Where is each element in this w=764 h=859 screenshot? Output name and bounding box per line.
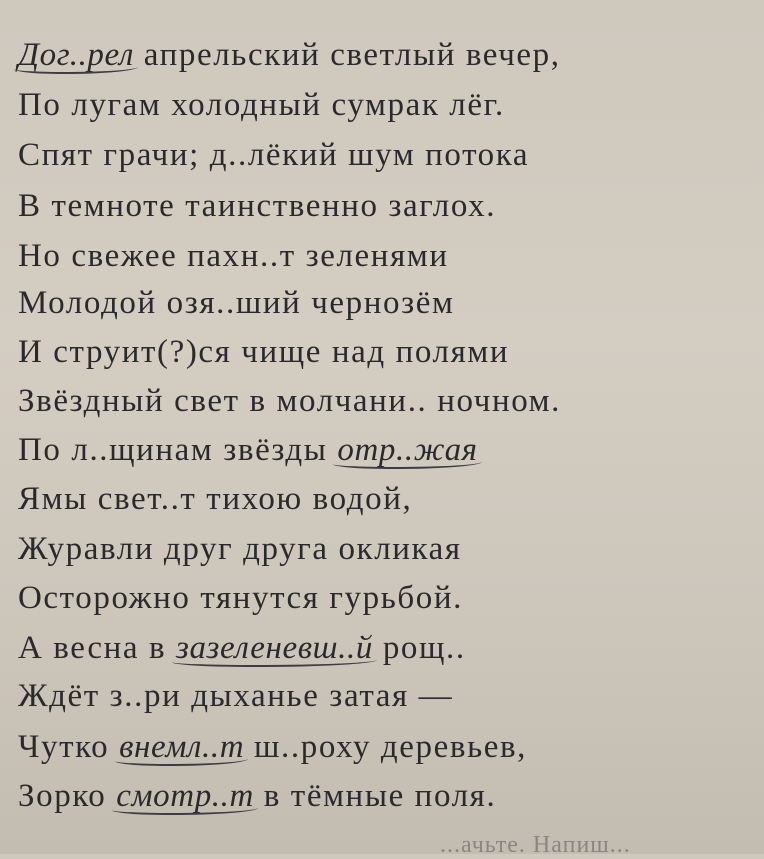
line-text: рощ.. xyxy=(372,630,466,666)
underlined-word: смотр..т xyxy=(116,778,254,814)
poem-line-9 xyxy=(18,430,478,470)
line-text: апрельский светлый вечер, xyxy=(133,37,561,73)
poem-line-3: Спят грачи; д..лёкий шум потока xyxy=(18,137,530,173)
line-text: А весна в xyxy=(18,630,176,666)
cut-off-footer-text: ...ачьте. Напиш... xyxy=(440,832,631,858)
poem-line-1 xyxy=(18,35,561,75)
line-text: Чутко xyxy=(18,729,120,765)
poem-line-10: Ямы свет..т тихою водой, xyxy=(18,481,413,517)
poem-line-6: Молодой озя..ший чернозём xyxy=(18,285,455,321)
line-text: в тёмные поля. xyxy=(253,778,497,814)
line-text: По л..щинам звёзды xyxy=(18,432,338,468)
poem-line-2: По лугам холодный сумрак лёг. xyxy=(18,87,505,123)
underlined-word: Дог..рел xyxy=(18,37,134,73)
poem-line-8: Звёздный свет в молчани.. ночном. xyxy=(18,383,562,419)
line-text: ш..роху деревьев, xyxy=(244,729,528,765)
poem-line-15 xyxy=(18,727,527,767)
poem-line-13 xyxy=(18,628,466,668)
poem-line-12: Осторожно тянутся гурьбой. xyxy=(18,580,463,616)
underlined-word: внемл..т xyxy=(119,729,245,765)
poem-line-16 xyxy=(18,776,496,816)
underlined-word: отр..жая xyxy=(337,432,478,468)
poem-line-5: Но свежее пахн..т зеленями xyxy=(18,238,449,274)
poem-line-11: Журавли друг друга окликая xyxy=(18,531,462,567)
underlined-word: зазеленевш..й xyxy=(175,630,373,666)
poem-line-7: И струит(?)ся чище над полями xyxy=(18,334,510,370)
poem-line-4: В темноте таинственно заглох. xyxy=(18,188,497,224)
poem-line-14: Ждёт з..ри дыханье затая — xyxy=(18,678,454,714)
line-text: Зорко xyxy=(18,778,117,814)
